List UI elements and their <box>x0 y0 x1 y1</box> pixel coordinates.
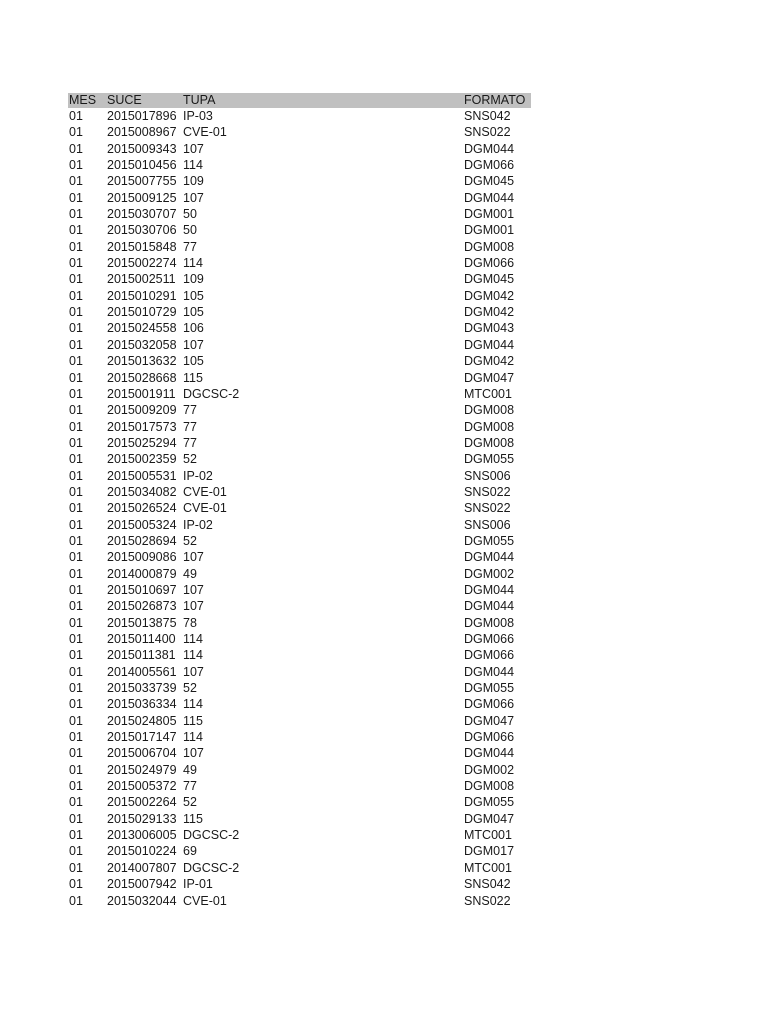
cell-mes: 01 <box>69 321 83 336</box>
cell-formato: DGM042 <box>464 305 515 320</box>
cell-formato: DGM008 <box>464 419 515 434</box>
header-suce: SUCE <box>107 93 142 107</box>
cell-tupa: 114 <box>183 256 203 271</box>
cell-tupa: 109 <box>183 174 204 189</box>
cell-formato: DGM017 <box>464 844 515 859</box>
cell-formato: DGM044 <box>464 582 515 597</box>
cell-formato: DGM044 <box>464 746 515 761</box>
cell-formato: DGM008 <box>464 435 515 450</box>
cell-mes: 01 <box>69 779 83 794</box>
cell-tupa: 107 <box>183 550 204 565</box>
cell-tupa: 52 <box>183 795 197 810</box>
cell-mes: 01 <box>69 207 83 222</box>
cell-mes: 01 <box>69 811 83 826</box>
cell-formato: DGM055 <box>464 533 515 548</box>
cell-formato: DGM044 <box>464 550 515 565</box>
cell-suce: 2015033739 <box>107 681 177 696</box>
cell-tupa: 114 <box>183 697 203 712</box>
cell-tupa: 52 <box>183 533 197 548</box>
table-row <box>68 288 531 304</box>
cell-mes: 01 <box>69 828 83 843</box>
cell-mes: 01 <box>69 256 83 271</box>
cell-formato: DGM008 <box>464 779 515 794</box>
table-row <box>68 762 531 778</box>
cell-formato: DGM044 <box>464 141 515 156</box>
table-row <box>68 566 531 582</box>
cell-mes: 01 <box>69 648 83 663</box>
cell-tupa: 50 <box>183 207 197 222</box>
cell-mes: 01 <box>69 877 83 892</box>
cell-suce: 2015024558 <box>107 321 177 336</box>
cell-mes: 01 <box>69 141 83 156</box>
table-row <box>68 320 531 336</box>
cell-mes: 01 <box>69 517 83 532</box>
cell-formato: DGM055 <box>464 795 515 810</box>
cell-tupa: 107 <box>183 582 204 597</box>
table-row <box>68 141 531 157</box>
cell-suce: 2015034082 <box>107 484 177 499</box>
cell-tupa: DGCSC-2 <box>183 386 240 401</box>
table-row <box>68 843 531 859</box>
cell-suce: 2015024805 <box>107 713 177 728</box>
cell-tupa: 77 <box>183 435 197 450</box>
cell-formato: DGM045 <box>464 174 515 189</box>
cell-mes: 01 <box>69 288 83 303</box>
cell-tupa: 105 <box>183 354 204 369</box>
cell-suce: 2015002274 <box>107 256 177 271</box>
cell-tupa: CVE-01 <box>183 501 227 516</box>
table-row <box>68 745 531 761</box>
cell-suce: 2014005561 <box>107 664 177 679</box>
cell-mes: 01 <box>69 239 83 254</box>
cell-formato: MTC001 <box>464 860 512 875</box>
cell-suce: 2015006704 <box>107 746 177 761</box>
cell-tupa: 52 <box>183 452 197 467</box>
table-row <box>68 419 531 435</box>
cell-formato: DGM043 <box>464 321 515 336</box>
cell-formato: DGM047 <box>464 713 515 728</box>
cell-suce: 2015009343 <box>107 141 177 156</box>
cell-suce: 2015029133 <box>107 811 177 826</box>
table-row <box>68 370 531 386</box>
cell-mes: 01 <box>69 190 83 205</box>
cell-tupa: IP-03 <box>183 109 213 123</box>
cell-suce: 2015010456 <box>107 158 177 173</box>
cell-tupa: 114 <box>183 158 203 173</box>
cell-formato: SNS006 <box>464 517 511 532</box>
cell-formato: SNS006 <box>464 468 511 483</box>
cell-mes: 01 <box>69 795 83 810</box>
table-row <box>68 598 531 614</box>
cell-mes: 01 <box>69 697 83 712</box>
cell-mes: 01 <box>69 632 83 646</box>
cell-mes: 01 <box>69 452 83 467</box>
cell-tupa: 107 <box>183 599 204 614</box>
cell-formato: SNS022 <box>464 893 511 908</box>
cell-formato: DGM008 <box>464 239 515 254</box>
cell-suce: 2015009125 <box>107 190 177 205</box>
table-row <box>68 827 531 843</box>
cell-formato: DGM066 <box>464 697 515 712</box>
table-row <box>68 664 531 680</box>
cell-formato: DGM044 <box>464 337 515 352</box>
cell-tupa: DGCSC-2 <box>183 860 240 875</box>
cell-formato: DGM044 <box>464 664 515 679</box>
cell-tupa: 52 <box>183 681 197 696</box>
cell-formato: DGM066 <box>464 730 515 745</box>
cell-tupa: CVE-01 <box>183 484 227 499</box>
cell-tupa: 69 <box>183 844 197 859</box>
cell-suce: 2014007807 <box>107 860 177 875</box>
table-row <box>68 304 531 320</box>
cell-formato: MTC001 <box>464 828 512 843</box>
cell-formato: DGM066 <box>464 648 515 663</box>
cell-formato: DGM045 <box>464 272 515 287</box>
table-row <box>68 696 531 712</box>
cell-suce: 2015025294 <box>107 435 177 450</box>
cell-suce: 2015030707 <box>107 207 177 222</box>
table-row <box>68 713 531 729</box>
table-row <box>68 549 531 565</box>
table-row <box>68 108 531 124</box>
cell-formato: DGM008 <box>464 403 515 418</box>
cell-suce: 2015005372 <box>107 779 177 794</box>
cell-mes: 01 <box>69 354 83 369</box>
cell-suce: 2015017573 <box>107 419 177 434</box>
cell-tupa: 77 <box>183 419 197 434</box>
cell-suce: 2015005324 <box>107 517 177 532</box>
cell-suce: 2015010291 <box>107 288 177 303</box>
table-row <box>68 271 531 287</box>
cell-suce: 2015009086 <box>107 550 177 565</box>
cell-suce: 2015011381 <box>107 648 176 663</box>
cell-mes: 01 <box>69 501 83 516</box>
cell-suce: 2015026524 <box>107 501 177 516</box>
cell-mes: 01 <box>69 484 83 499</box>
cell-suce: 2015017896 <box>107 109 177 123</box>
cell-mes: 01 <box>69 599 83 614</box>
cell-suce: 2015028668 <box>107 370 177 385</box>
cell-suce: 2013006005 <box>107 828 177 843</box>
table-row <box>68 124 531 140</box>
cell-formato: DGM066 <box>464 256 515 271</box>
cell-tupa: 50 <box>183 223 197 238</box>
cell-formato: DGM001 <box>464 223 515 238</box>
cell-tupa: 77 <box>183 779 197 794</box>
table-row <box>68 811 531 827</box>
table-row <box>68 582 531 598</box>
cell-tupa: IP-02 <box>183 517 213 532</box>
cell-tupa: CVE-01 <box>183 125 227 140</box>
table-row <box>68 500 531 516</box>
cell-mes: 01 <box>69 762 83 777</box>
cell-mes: 01 <box>69 468 83 483</box>
cell-formato: SNS042 <box>464 877 511 892</box>
cell-tupa: 107 <box>183 141 204 156</box>
cell-tupa: 114 <box>183 730 203 745</box>
cell-tupa: DGCSC-2 <box>183 828 240 843</box>
cell-tupa: 114 <box>183 632 203 646</box>
cell-tupa: 115 <box>183 811 203 826</box>
table-row <box>68 615 531 631</box>
cell-formato: DGM008 <box>464 615 515 630</box>
cell-formato: DGM066 <box>464 158 515 173</box>
cell-formato: SNS042 <box>464 109 511 123</box>
cell-suce: 2015032044 <box>107 893 177 908</box>
cell-mes: 01 <box>69 533 83 548</box>
cell-mes: 01 <box>69 435 83 450</box>
cell-mes: 01 <box>69 681 83 696</box>
cell-tupa: 77 <box>183 403 197 418</box>
cell-tupa: IP-02 <box>183 468 213 483</box>
cell-suce: 2015036334 <box>107 697 177 712</box>
table-row <box>68 876 531 892</box>
cell-tupa: 107 <box>183 664 204 679</box>
cell-suce: 2015015848 <box>107 239 177 254</box>
table-row <box>68 206 531 222</box>
cell-tupa: 49 <box>183 566 197 581</box>
cell-mes: 01 <box>69 337 83 352</box>
cell-suce: 2015010729 <box>107 305 177 320</box>
table-row <box>68 190 531 206</box>
cell-tupa: 107 <box>183 746 204 761</box>
cell-tupa: 114 <box>183 648 203 663</box>
cell-suce: 2015010224 <box>107 844 177 859</box>
cell-formato: SNS022 <box>464 484 511 499</box>
table-row <box>68 222 531 238</box>
cell-suce: 2015030706 <box>107 223 177 238</box>
cell-mes: 01 <box>69 860 83 875</box>
table-row <box>68 794 531 810</box>
cell-formato: DGM055 <box>464 452 515 467</box>
cell-formato: DGM042 <box>464 354 515 369</box>
cell-tupa: 49 <box>183 762 197 777</box>
cell-mes: 01 <box>69 746 83 761</box>
cell-suce: 2015008967 <box>107 125 177 140</box>
cell-mes: 01 <box>69 174 83 189</box>
cell-mes: 01 <box>69 893 83 908</box>
cell-suce: 2015002359 <box>107 452 177 467</box>
cell-tupa: 78 <box>183 615 197 630</box>
cell-suce: 2015001911 <box>107 386 176 401</box>
cell-mes: 01 <box>69 713 83 728</box>
table-row <box>68 484 531 500</box>
cell-mes: 01 <box>69 403 83 418</box>
table-row <box>68 533 531 549</box>
table-body <box>68 108 531 909</box>
cell-suce: 2015009209 <box>107 403 177 418</box>
cell-formato: DGM044 <box>464 599 515 614</box>
table-row <box>68 860 531 876</box>
table-row <box>68 778 531 794</box>
cell-tupa: IP-01 <box>183 877 213 892</box>
cell-tupa: 77 <box>183 239 197 254</box>
cell-suce: 2015013632 <box>107 354 177 369</box>
cell-mes: 01 <box>69 566 83 581</box>
cell-formato: MTC001 <box>464 386 512 401</box>
cell-tupa: CVE-01 <box>183 893 227 908</box>
cell-suce: 2015032058 <box>107 337 177 352</box>
table-row <box>68 386 531 402</box>
table-row <box>68 631 531 647</box>
table-row <box>68 517 531 533</box>
cell-tupa: 115 <box>183 713 203 728</box>
table-row <box>68 451 531 467</box>
data-table <box>68 93 531 909</box>
table-row <box>68 255 531 271</box>
header-formato: FORMATO <box>464 93 526 107</box>
cell-mes: 01 <box>69 125 83 140</box>
cell-formato: DGM066 <box>464 632 515 646</box>
cell-suce: 2015005531 <box>107 468 177 483</box>
cell-tupa: 109 <box>183 272 204 287</box>
cell-mes: 01 <box>69 844 83 859</box>
cell-mes: 01 <box>69 615 83 630</box>
cell-tupa: 105 <box>183 288 204 303</box>
cell-mes: 01 <box>69 305 83 320</box>
cell-tupa: 107 <box>183 190 204 205</box>
cell-suce: 2015011400 <box>107 632 176 646</box>
cell-formato: DGM002 <box>464 566 515 581</box>
cell-formato: DGM047 <box>464 370 515 385</box>
header-tupa: TUPA <box>183 93 216 107</box>
cell-suce: 2015013875 <box>107 615 177 630</box>
cell-suce: 2015007942 <box>107 877 177 892</box>
header-mes: MES <box>69 93 97 107</box>
table-row <box>68 468 531 484</box>
cell-mes: 01 <box>69 386 83 401</box>
cell-formato: DGM042 <box>464 288 515 303</box>
cell-mes: 01 <box>69 550 83 565</box>
cell-suce: 2015024979 <box>107 762 177 777</box>
cell-tupa: 115 <box>183 370 203 385</box>
cell-tupa: 106 <box>183 321 204 336</box>
cell-suce: 2014000879 <box>107 566 177 581</box>
table-row <box>68 239 531 255</box>
cell-suce: 2015007755 <box>107 174 177 189</box>
cell-formato: SNS022 <box>464 501 511 516</box>
cell-tupa: 107 <box>183 337 204 352</box>
cell-mes: 01 <box>69 109 83 123</box>
cell-formato: DGM044 <box>464 190 515 205</box>
cell-mes: 01 <box>69 223 83 238</box>
table-row <box>68 353 531 369</box>
cell-formato: DGM047 <box>464 811 515 826</box>
table-row <box>68 647 531 663</box>
table-row <box>68 729 531 745</box>
cell-suce: 2015026873 <box>107 599 177 614</box>
table-row <box>68 337 531 353</box>
table-row <box>68 402 531 418</box>
cell-mes: 01 <box>69 272 83 287</box>
cell-suce: 2015002511 <box>107 272 176 287</box>
table-row <box>68 157 531 173</box>
cell-mes: 01 <box>69 419 83 434</box>
cell-mes: 01 <box>69 730 83 745</box>
cell-formato: DGM055 <box>464 681 515 696</box>
table-row <box>68 680 531 696</box>
cell-suce: 2015010697 <box>107 582 177 597</box>
cell-suce: 2015017147 <box>107 730 177 745</box>
table-row <box>68 173 531 189</box>
cell-formato: DGM002 <box>464 762 515 777</box>
cell-mes: 01 <box>69 582 83 597</box>
table-header <box>68 93 531 108</box>
cell-tupa: 105 <box>183 305 204 320</box>
cell-formato: DGM001 <box>464 207 515 222</box>
cell-suce: 2015002264 <box>107 795 177 810</box>
cell-mes: 01 <box>69 664 83 679</box>
table-row <box>68 435 531 451</box>
cell-suce: 2015028694 <box>107 533 177 548</box>
cell-mes: 01 <box>69 370 83 385</box>
cell-mes: 01 <box>69 158 83 173</box>
cell-formato: SNS022 <box>464 125 511 140</box>
table-row <box>68 893 531 909</box>
